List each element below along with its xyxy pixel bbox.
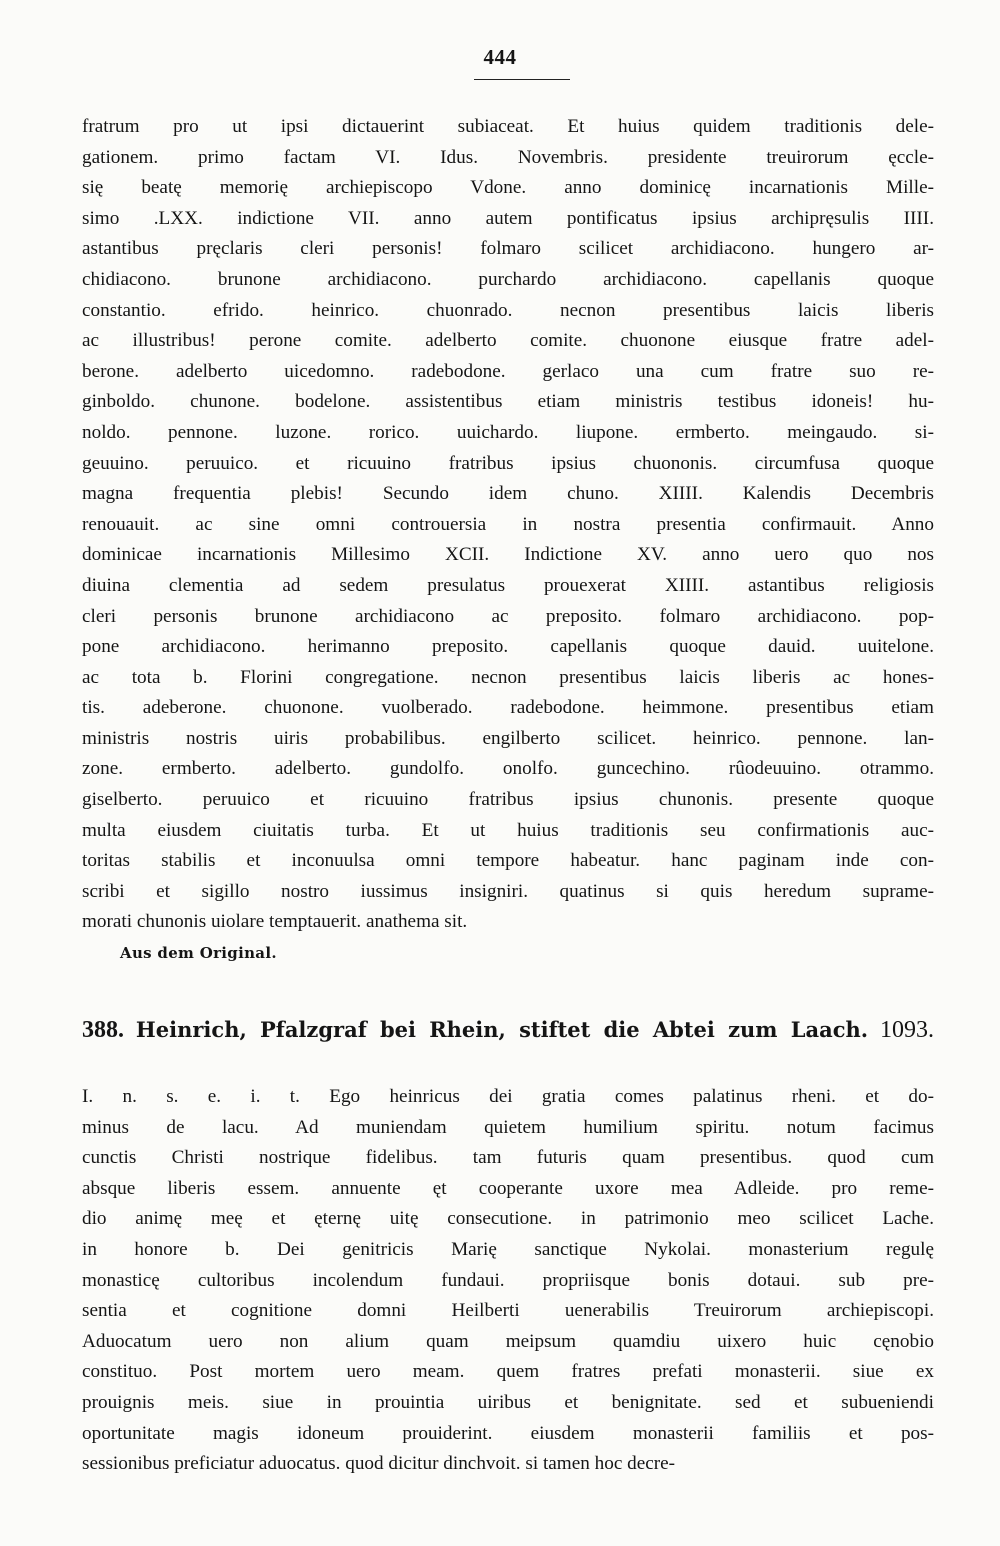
text-line: simo .LXX. indictione VII. anno autem pontificatus ipsius archipręsulis IIII. — [82, 207, 934, 229]
section-heading-388 — [82, 1012, 934, 1048]
page-number: 444 — [483, 45, 517, 69]
charter-text-388 — [82, 1082, 934, 1480]
text-line: in honore b. Dei genitricis Marię sanctique Nykolai. monasterium regulę — [82, 1238, 934, 1260]
text-line: się beatę memorię archiepiscopo Vdone. anno dominicę incarnationis Mille- — [82, 177, 934, 199]
text-line: I. n. s. e. i. t. Ego heinricus dei gratia comes palatinus rheni. et do- — [82, 1086, 934, 1107]
text-line: multa eiusdem ciuitatis turba. Et ut huius traditionis seu confirmationis auc- — [82, 819, 934, 841]
text-line: zone. ermberto. adelberto. gundolfo. onolfo. guncechino. rûodeuuino. otrammo. — [82, 758, 934, 780]
source-note: Aus dem Original. — [120, 944, 277, 962]
text-line: noldo. pennone. luzone. rorico. uuichardo. liupone. ermberto. meingaudo. si- — [82, 421, 934, 443]
text-line: diuina clementia ad sedem presulatus prouexerat XIIII. astantibus religiosis — [82, 574, 934, 596]
text-line: tis. adeberone. chuonone. vuolberado. radebodone. heimmone. presentibus etiam — [82, 697, 934, 719]
text-line: geuuino. peruuico. et ricuuino fratribus ipsius chuononis. circumfusa quoque — [82, 452, 934, 474]
text-line: ac tota b. Florini congregatione. necnon presentibus laicis liberis ac hones- — [82, 666, 934, 688]
text-line: constituo. Post mortem uero meam. quem fratres prefati monasterii. siue ex — [82, 1361, 934, 1383]
text-line: absque liberis essem. annuente ęt cooperante uxore mea Adleide. pro reme- — [82, 1177, 934, 1199]
text-line: cleri personis brunone archidiacono ac preposito. folmaro archidiacono. pop- — [82, 605, 934, 627]
charter-text-387 — [82, 112, 934, 938]
text-line: pone archidiacono. herimanno preposito. capellanis quoque dauid. uuitelone. — [82, 636, 934, 658]
text-line: ginboldo. chunone. bodelone. assistentibus etiam ministris testibus idoneis! hu- — [82, 391, 934, 413]
text-line: astantibus pręclaris cleri personis! folmaro scilicet archidiacono. hungero ar- — [82, 238, 934, 260]
text-line: scribi et sigillo nostro iussimus insigniri. quatinus si quis heredum suprame- — [82, 880, 934, 902]
page-number-rule — [474, 79, 570, 80]
text-line: ministris nostris uiris probabilibus. engilberto scilicet. heinrico. pennone. lan- — [82, 727, 934, 749]
text-line: fratrum pro ut ipsi dictauerint subiaceat. Et huius quidem traditionis dele- — [82, 116, 934, 137]
text-line: toritas stabilis et inconuulsa omni tempore habeatur. hanc paginam inde con- — [82, 850, 934, 872]
text-line: cunctis Christi nostrique fidelibus. tam futuris quam presentibus. quod cum — [82, 1147, 934, 1169]
text-line: gationem. primo factam VI. Idus. Novembris. presidente treuirorum ęccle- — [82, 146, 934, 168]
text-line: sentia et cognitione domni Heilberti uenerabilis Treuirorum archiepiscopi. — [82, 1300, 934, 1322]
text-line: renouauit. ac sine omni controuersia in nostra presentia confirmauit. Anno — [82, 513, 934, 535]
text-line: minus de lacu. Ad muniendam quietem humilium spiritu. notum facimus — [82, 1116, 934, 1138]
text-line: dominicae incarnationis Millesimo XCII. Indictione XV. anno uero quo nos — [82, 544, 934, 566]
text-line: dio animę meę et ęternę uitę consecutione. in patrimonio meo scilicet Lache. — [82, 1208, 934, 1230]
text-line: sessionibus preficiatur aduocatus. quod dicitur dinchvoit. si tamen hoc decre- — [82, 1453, 676, 1475]
text-line: ac illustribus! perone comite. adelberto comite. chuonone eiusque fratre adel- — [82, 330, 934, 352]
text-line: chidiacono. brunone archidiacono. purchardo archidiacono. capellanis quoque — [82, 268, 934, 290]
section-number: 388. — [82, 1017, 124, 1043]
section-title: Heinrich, Pfalzgraf bei Rhein, stiftet die Abtei zum Laach. — [135, 1017, 869, 1042]
text-line: monasticę cultoribus incolendum fundaui. propriisque bonis dotaui. sub pre- — [82, 1269, 934, 1291]
text-line: berone. adelberto uicedomno. radebodone. gerlaco una cum fratre suo re- — [82, 360, 934, 382]
text-line: magna frequentia plebis! Secundo idem chuno. XIIII. Kalendis Decembris — [82, 483, 934, 505]
text-line: morati chunonis uiolare temptauerit. anathema sit. — [82, 911, 468, 933]
text-line: constantio. efrido. heinrico. chuonrado. necnon presentibus laicis liberis — [82, 299, 934, 321]
text-line: oportunitate magis idoneum prouiderint. eiusdem monasterii familiis et pos- — [82, 1422, 934, 1444]
text-line: giselberto. peruuico et ricuuino fratribus ipsius chunonis. presente quoque — [82, 789, 934, 811]
text-line: Aduocatum uero non alium quam meipsum quamdiu uixero huic cęnobio — [82, 1330, 934, 1352]
text-line: prouignis meis. siue in prouintia uiribus et benignitate. sed et subueniendi — [82, 1391, 934, 1413]
section-year: 1093. — [880, 1017, 934, 1043]
